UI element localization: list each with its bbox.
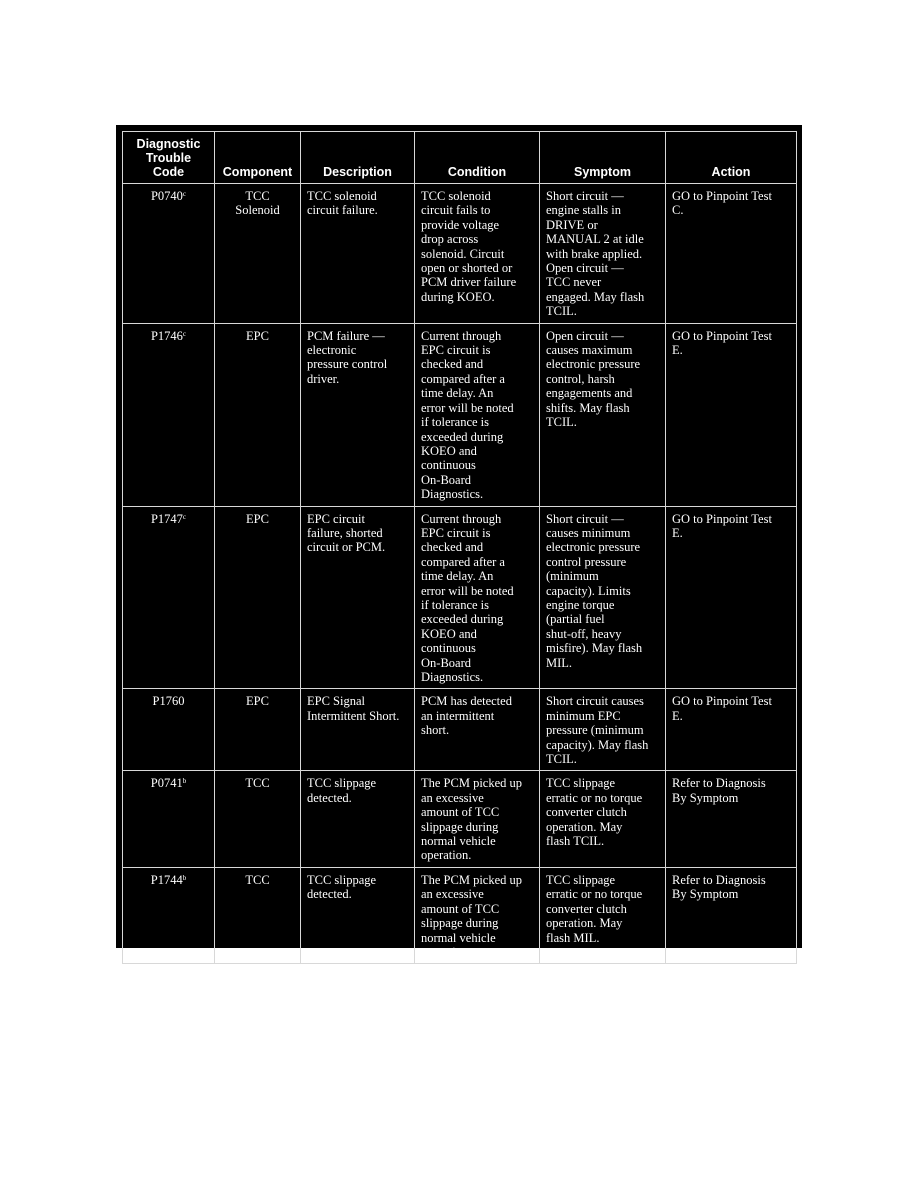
dtc-code: P0741 [150, 776, 183, 791]
dtc-code-cell [123, 771, 215, 867]
dtc-code-cell [123, 867, 215, 963]
action-cell: GO to Pinpoint Test E. [666, 689, 797, 771]
component-cell: TCC [215, 867, 301, 963]
table-row [123, 689, 797, 771]
footnote-marker: b [182, 873, 187, 882]
header-condition: Condition [415, 132, 540, 184]
header-code: Diagnostic Trouble Code [123, 132, 215, 184]
description-cell: TCC slippage detected. [301, 771, 415, 867]
table-row [123, 506, 797, 689]
table-row [123, 184, 797, 324]
description-cell: PCM failure — electronic pressure control driver. [301, 323, 415, 506]
symptom-cell: Short circuit — causes minimum electronic pressure control pressure (minimum capacity). Limits engine torque (partial fuel shut-off, heavy misfire). May flash MIL. [540, 506, 666, 689]
dtc-code-cell [123, 506, 215, 689]
header-symptom: Symptom [540, 132, 666, 184]
header-component: Component [215, 132, 301, 184]
condition-cell: Current through EPC circuit is checked and compared after a time delay. An error will be noted if tolerance is exceeded during KOEO and continuous On-Board Diagnostics. [415, 506, 540, 689]
symptom-cell: Short circuit — engine stalls in DRIVE or MANUAL 2 at idle with brake applied. Open circuit — TCC never engaged. May flash TCIL. [540, 184, 666, 324]
condition-cell: The PCM picked up an excessive amount of TCC slippage during normal vehicle operation. [415, 867, 540, 963]
component-cell: TCC Solenoid [215, 184, 301, 324]
action-cell: GO to Pinpoint Test C. [666, 184, 797, 324]
dtc-code: P1746 [150, 328, 183, 343]
description-cell: TCC solenoid circuit failure. [301, 184, 415, 324]
description-cell: EPC circuit failure, shorted circuit or PCM. [301, 506, 415, 689]
component-cell: TCC [215, 771, 301, 867]
dtc-code: P1744 [150, 872, 183, 887]
footnote-marker: c [182, 329, 187, 338]
dtc-code: P1760 [152, 694, 185, 709]
symptom-cell: Short circuit causes minimum EPC pressure (minimum capacity). May flash TCIL. [540, 689, 666, 771]
component-cell: EPC [215, 506, 301, 689]
dtc-code-cell [123, 184, 215, 324]
dtc-table-frame [116, 125, 802, 959]
dtc-code-cell [123, 689, 215, 771]
header-action: Action [666, 132, 797, 184]
symptom-cell: Open circuit — causes maximum electronic pressure control, harsh engagements and shifts. May flash TCIL. [540, 323, 666, 506]
description-cell: EPC Signal Intermittent Short. [301, 689, 415, 771]
component-cell: EPC [215, 689, 301, 771]
footnote-marker: c [182, 190, 187, 198]
table-row [123, 867, 797, 963]
dtc-code: P0740 [150, 189, 183, 203]
dtc-table [122, 131, 797, 964]
footnote-marker: c [182, 512, 187, 521]
symptom-cell: TCC slippage erratic or no torque converter clutch operation. May flash TCIL. [540, 771, 666, 867]
table-row [123, 323, 797, 506]
action-cell: Refer to Diagnosis By Symptom [666, 771, 797, 867]
condition-cell: PCM has detected an intermittent short. [415, 689, 540, 771]
symptom-cell: TCC slippage erratic or no torque converter clutch operation. May flash MIL. [540, 867, 666, 963]
action-cell: GO to Pinpoint Test E. [666, 323, 797, 506]
table-row [123, 771, 797, 867]
action-cell: Refer to Diagnosis By Symptom [666, 867, 797, 963]
component-cell: EPC [215, 323, 301, 506]
table-header-row [123, 132, 797, 184]
dtc-code-cell [123, 323, 215, 506]
condition-cell: Current through EPC circuit is checked and compared after a time delay. An error will be noted if tolerance is exceeded during KOEO and continuous On-Board Diagnostics. [415, 323, 540, 506]
footnote-marker: b [182, 777, 187, 786]
action-cell: GO to Pinpoint Test E. [666, 506, 797, 689]
description-cell: TCC slippage detected. [301, 867, 415, 963]
condition-cell: TCC solenoid circuit fails to provide voltage drop across solenoid. Circuit open or shorted or PCM driver failure during KOEO. [415, 184, 540, 324]
condition-cell: The PCM picked up an excessive amount of TCC slippage during normal vehicle operation. [415, 771, 540, 867]
dtc-code: P1747 [150, 511, 183, 526]
header-description: Description [301, 132, 415, 184]
